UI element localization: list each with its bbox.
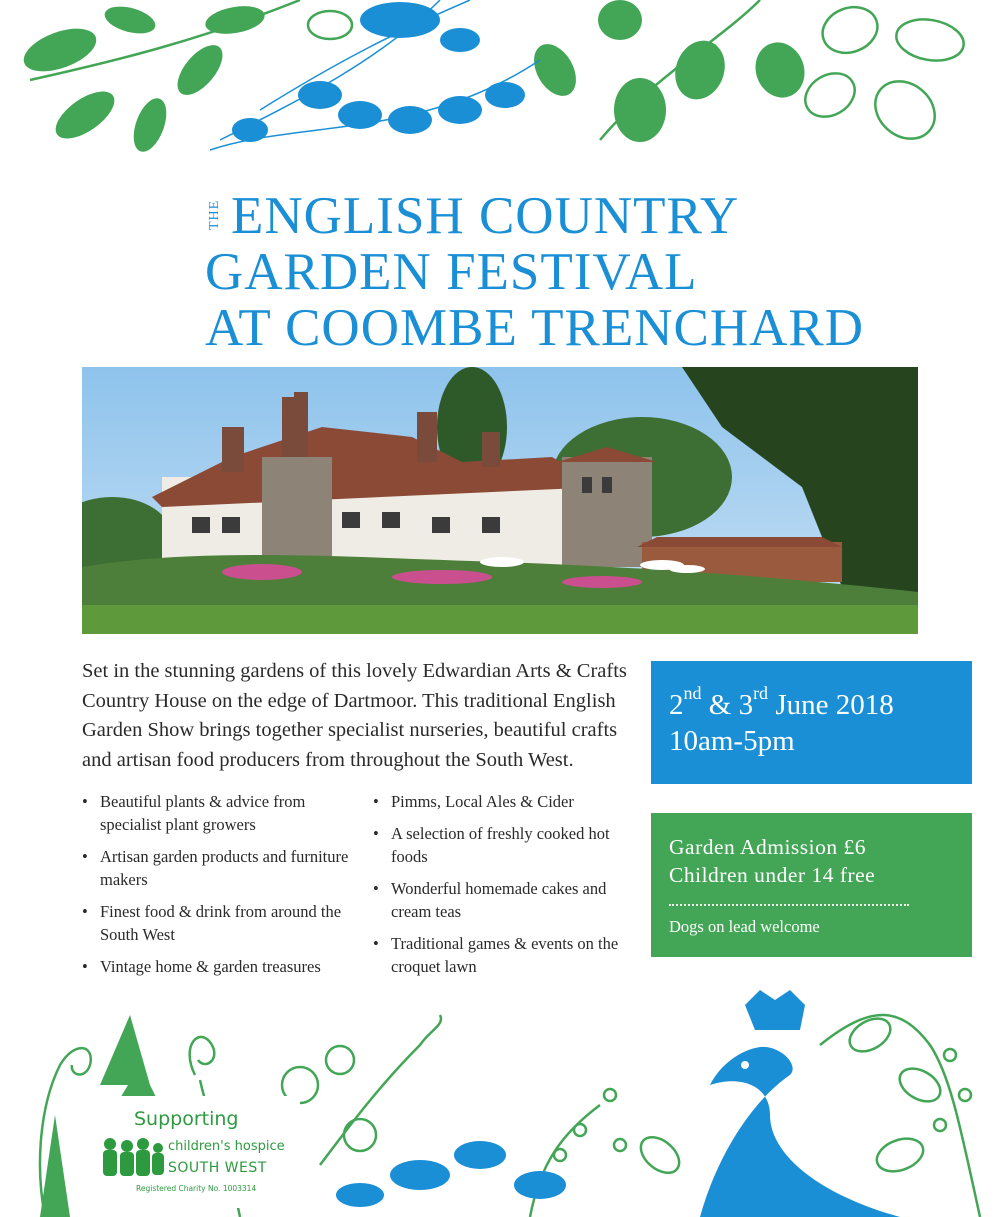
list-item: • A selection of freshly cooked hot foods: [373, 822, 643, 868]
event-dates: 2nd & 3rd June 2018: [669, 683, 894, 721]
list-item: • Beautiful plants & advice from specialist plant growers: [82, 790, 352, 836]
event-hours: 10am-5pm: [669, 725, 795, 757]
dogs-note: Dogs on lead welcome: [669, 917, 820, 936]
dotted-divider: [669, 904, 909, 906]
charity-registration: Registered Charity No. 1003314: [136, 1184, 257, 1193]
list-item: • Vintage home & garden treasures: [82, 955, 352, 978]
admission-box: [651, 813, 972, 957]
event-dates-box: [651, 661, 972, 784]
title-line-3: AT COOMBE TRENCHARD: [205, 299, 865, 357]
admission-children: Children under 14 free: [669, 863, 876, 887]
manor-house-photo: [82, 367, 918, 634]
list-item: • Finest food & drink from around the South West: [82, 900, 352, 946]
festival-title: [205, 187, 865, 357]
charity-supporting: Supporting: [134, 1108, 239, 1130]
list-item: • Wonderful homemade cakes and cream teas: [373, 877, 643, 923]
top-foliage-illustration: [0, 0, 1000, 175]
list-item: • Pimms, Local Ales & Cider: [373, 790, 643, 813]
intro-paragraph: Set in the stunning gardens of this lovely Edwardian Arts & Crafts Country House on the edge of Dartmoor. This traditional English Garden Show brings together specialist nurseries, beautiful crafts and artisan food producers from throughout the South West.: [82, 660, 627, 771]
features-list-left: [82, 790, 352, 987]
list-item: • Traditional games & events on the croquet lawn: [373, 932, 643, 978]
features-list-right: [373, 790, 643, 987]
admission-price: Garden Admission £6: [669, 835, 867, 859]
charity-name: children's hospice: [168, 1139, 285, 1154]
title-line-1: THE ENGLISH COUNTRY: [207, 187, 740, 245]
title-line-2: GARDEN FESTIVAL: [205, 243, 698, 301]
children-figures-icon: [100, 1136, 166, 1180]
charity-logo: [82, 1096, 300, 1208]
title-the: THE: [207, 199, 222, 230]
charity-region: SOUTH WEST: [168, 1160, 267, 1176]
list-item: • Artisan garden products and furniture makers: [82, 845, 352, 891]
